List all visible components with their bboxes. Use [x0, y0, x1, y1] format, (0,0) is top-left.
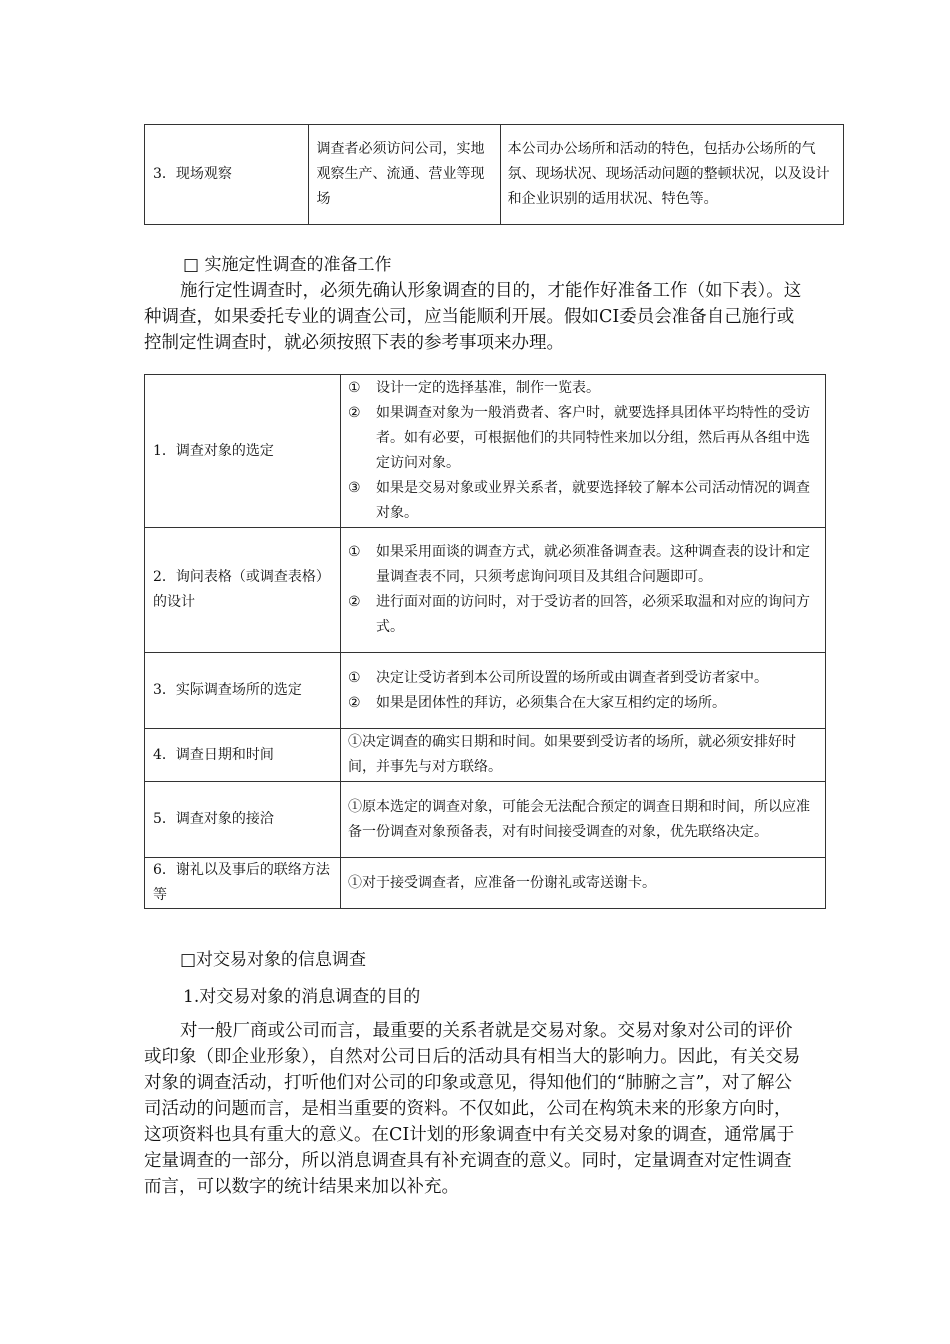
table-row: [145, 858, 826, 909]
list-item: [348, 376, 817, 401]
list-item: [348, 666, 817, 691]
item-number: ③: [348, 480, 361, 496]
observation-table: [144, 124, 844, 225]
item-text: 进行面对面的访问时，对于受访者的回答，必须采取温和对应的询问方式。: [376, 594, 810, 635]
row-items: [341, 375, 826, 528]
row-label: 6．谢礼以及事后的联络方法等: [145, 858, 341, 909]
item-text: 如果采用面谈的调查方式，就必须准备调查表。这种调查表的设计和定量调查表不同，只须考虑询问项目及其组合问题即可。: [376, 544, 810, 585]
row-text: ①对于接受调查者，应准备一份谢礼或寄送谢卡。: [341, 858, 826, 909]
row-items: [341, 653, 826, 729]
table-row: [145, 653, 826, 729]
item-text: 如果调查对象为一般消费者、客户时，就要选择具团体平均特性的受访者。如有必要，可根据他们的共同特性来加以分组，然后再从各组中选定访问对象。: [376, 405, 810, 471]
item-number: ①: [348, 544, 361, 560]
item-number: ②: [348, 694, 361, 711]
list-item: [348, 590, 817, 640]
item-number: ②: [348, 405, 361, 421]
list-item: [348, 476, 817, 526]
preparation-table: [144, 374, 826, 909]
item-text: 如果是团体性的拜访，必须集合在大家互相约定的场所。: [376, 694, 726, 711]
table-row: [145, 528, 826, 653]
row-text: ①原本选定的调查对象，可能会无法配合预定的调查日期和时间，所以应准备一份调查对象预备表，对有时间接受调查的对象，优先联络决定。: [341, 782, 826, 858]
row-method: 调查者必须访问公司，实地观察生产、流通、营业等现场: [309, 125, 500, 225]
item-number: ①: [348, 669, 361, 686]
section-paragraph-trade-partners: 对一般厂商或公司而言，最重要的关系者就是交易对象。交易对象对公司的评价或印象（即企业形象），自然对公司日后的活动具有相当大的影响力。因此，有关交易对象的调查活动，打听他们对公司的印象或意见，得知他们的“肺腑之言”，对了解公司活动的问题而言，是相当重要的资料。不仅如此，公司在构筑未来的形象方向时，这项资料也具有重大的意义。在CI计划的形象调查中有关交易对象的调查，通常属于定量调查的一部分，所以消息调查具有补充调查的意义。同时，定量调查对定性调查而言，可以数字的统计结果来加以补充。: [144, 1021, 801, 1197]
row-items: [341, 528, 826, 653]
list-item: [348, 401, 817, 476]
item-number: ①: [348, 380, 361, 396]
list-item: [348, 691, 817, 716]
row-label: 4．调查日期和时间: [145, 729, 341, 782]
row-content: 本公司办公场所和活动的特色，包括办公场所的气氛、现场状况、现场活动问题的整顿状况，以及设计和企业识别的适用状况、特色等。: [500, 125, 843, 225]
table-row: [145, 782, 826, 858]
item-text: 决定让受访者到本公司所设置的场所或由调查者到受访者家中。: [376, 669, 768, 686]
item-number: ②: [348, 594, 361, 610]
table-row: [145, 375, 826, 528]
item-text: 如果是交易对象或业界关系者，就要选择较了解本公司活动情况的调查对象。: [376, 480, 810, 521]
row-label: 3．实际调查场所的选定: [145, 653, 341, 729]
row-label: 2．询问表格（或调查表格）的设计: [145, 528, 341, 653]
item-text: 设计一定的选择基准，制作一览表。: [376, 380, 600, 396]
table-row: [145, 729, 826, 782]
row-label: 5．调查对象的接洽: [145, 782, 341, 858]
section-paragraph-preparation: 施行定性调查时，必须先确认形象调查的目的，才能作好准备工作（如下表）。这种调查，如果委托专业的调查公司，应当能顺利开展。假如CI委员会准备自己施行或控制定性调查时，就必须按照下表的参考事项来办理。: [144, 281, 802, 353]
row-text: ①决定调查的确实日期和时间。如果要到受访者的场所，就必须安排好时间，并事先与对方联络。: [341, 729, 826, 782]
list-item: [348, 540, 817, 590]
section-heading-trade-partners: □对交易对象的信息调查: [180, 950, 367, 970]
section-subheading: 1.对交易对象的消息调查的目的: [183, 987, 421, 1007]
table-row: [145, 125, 844, 225]
row-label: 3．现场观察: [145, 125, 309, 225]
row-label: 1．调查对象的选定: [145, 375, 341, 528]
section-heading-preparation: □ 实施定性调查的准备工作: [183, 255, 392, 275]
